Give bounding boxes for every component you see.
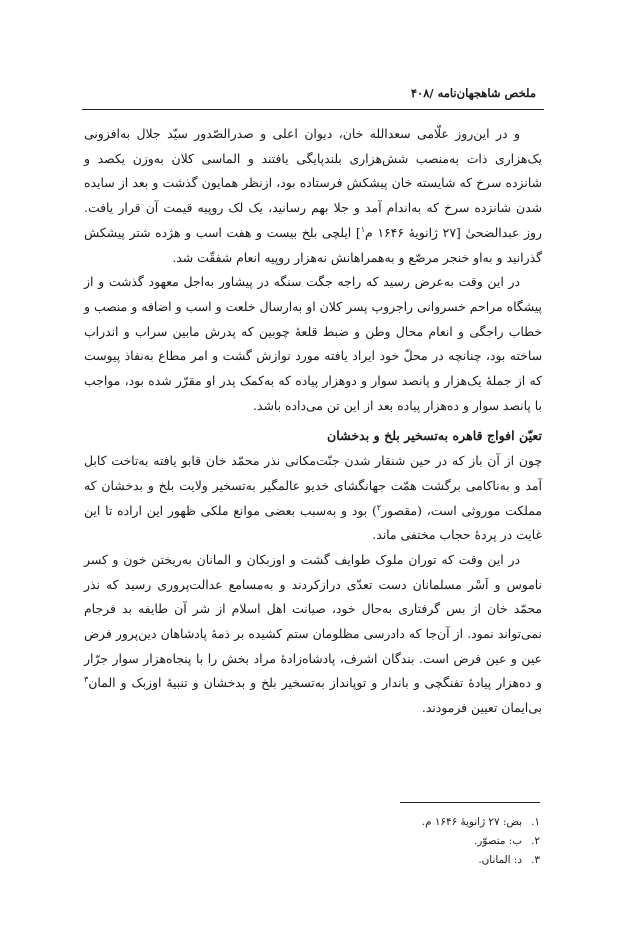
paragraph-4 — [84, 548, 542, 721]
paragraph-3-end: ) بود و به‌سبب بعضی موانع ملکی ظهور این اراده تا این غایت در پردهٔ حجاب مختفی ماند. — [84, 502, 542, 543]
footnote-text: بض: ۲۷ ژانویهٔ ۱۶۴۶ م. — [421, 816, 522, 828]
footnote-number: ۲. — [531, 835, 540, 847]
footnote-number: ۱. — [531, 816, 540, 828]
footnote-text: د: المانان. — [478, 854, 522, 866]
running-header: ملخص شاهجهان‌نامه /۴۰۸ — [410, 86, 536, 100]
footnote-ref-2[interactable]: ۲ — [376, 502, 382, 512]
footnotes — [422, 813, 540, 870]
paragraph-4-text: در این وقت که توران ملوک طوایف گشت و اوزبکان و المانان به‌ریختن خون و کسر ناموس و اَسْر مسلمانان دست تعدّی درازکردند و به‌مسامع عدالت‌پروری رسید که نذر محمّد خان از بس گرفتاری به‌حال خود، صیانت اهل اسلام از شر آن طایفه بد فرجام نمی‌تواند نمود. از آن‌جا که دادرسی مظلومان ستم کشیده بر ذمهٔ پادشاهان دین‌پرور فرض عین و عین فرض است. بندگان اشرف، پادشاه‌زادهٔ مراد بخش را با پنجاه‌هزار سوار جرّار و ده‌هزار پیادهٔ تفنگچی و باندار و توپانداز به‌تسخیر بلخ و بدخشان و تنبیهٔ اوزبک و المان — [84, 551, 542, 691]
footnote-rule — [400, 802, 540, 803]
section-title: تعیّن افواج قاهره به‌تسخیر بلخ و بدخشان — [327, 428, 542, 444]
footnote-text: ب: متصوّر. — [474, 835, 522, 847]
paragraph-1-end: ] ایلچی بلخ بیست و هفت اسب و هژده شتر پیشکش گذرانید و به‌او خنجر مرصّع و به‌همراهانش نه‌هزار روپیه انعام شفقّت شد. — [84, 224, 542, 265]
footnote-ref-1[interactable]: ۱ — [360, 224, 366, 234]
footnote-2 — [422, 832, 540, 851]
footnote-ref-3[interactable]: ۳ — [84, 675, 89, 685]
paragraph-1-text: و در این‌روز علّامی سعدالله خان، دیوان اعلی و صدرالصّدور سیّد جلال به‌افزونی یک‌هزاری ذات به‌منصب شش‌هزاری بلندپایگی یافتند و الماسی کلان به‌وزن یکصد و شانزده سرخ که شایسته خان پیشکش فرستاده بود، ازنظر همایون گذشت و بعد از سایده شدن شانزده سرخ که به‌اندام آمد و جلا بهم رسانید، یک لک روپیه قیمت آن قرار یافت. روز عبدالضحیٰ [۲۷ ژانویهٔ ۱۶۴۶ م — [84, 126, 542, 240]
footnote-3 — [422, 851, 540, 870]
paragraph-3-text: چون از آن باز که در حین شنقار شدن جنّت‌مکانی نذر محمّد خان قابو یافته به‌تاخت کابل آمد و به‌ناکامی برگشت همّت جهانگشای خدیو عالمگیر به‌تسخیر ولایت بلخ و بدخشان که مملکت موروثی است، (مقصور — [84, 453, 542, 518]
paragraph-4-end: بی‌ایمان تعیین فرمودند. — [421, 700, 542, 716]
header-rule — [82, 109, 544, 110]
paragraph-2: در این وقت به‌عرض رسید که راجه جگت سنگه در پیشاور به‌اجل معهود گذشت و از پیشگاه مراحم خسروانی راجروپ پسر کلان او به‌ارسال خلعت و اسب و اضافه و منصب و خطاب راجگی و انعام محال وطن و ضبط قلعهٔ چوبین که پدرش مابین سراب و اندراب ساخته بود، چنانچه در محلّ خود ایراد یافته مورد نوازش گشت و امر مطاع به‌نفاذ پیوست که از جملهٔ یک‌هزار و پانصد سوار و دوهزار پیاده که به‌کمک پدر او مقرّر شده بود، مواجب با پانصد سوار و ده‌هزار پیاده بعد از این تن می‌داده باشد. — [84, 274, 542, 413]
footnote-1 — [422, 813, 540, 832]
footnote-number: ۳. — [531, 854, 540, 866]
paragraph-1 — [84, 122, 542, 270]
paragraph-3 — [84, 449, 542, 548]
main-text — [84, 122, 542, 721]
